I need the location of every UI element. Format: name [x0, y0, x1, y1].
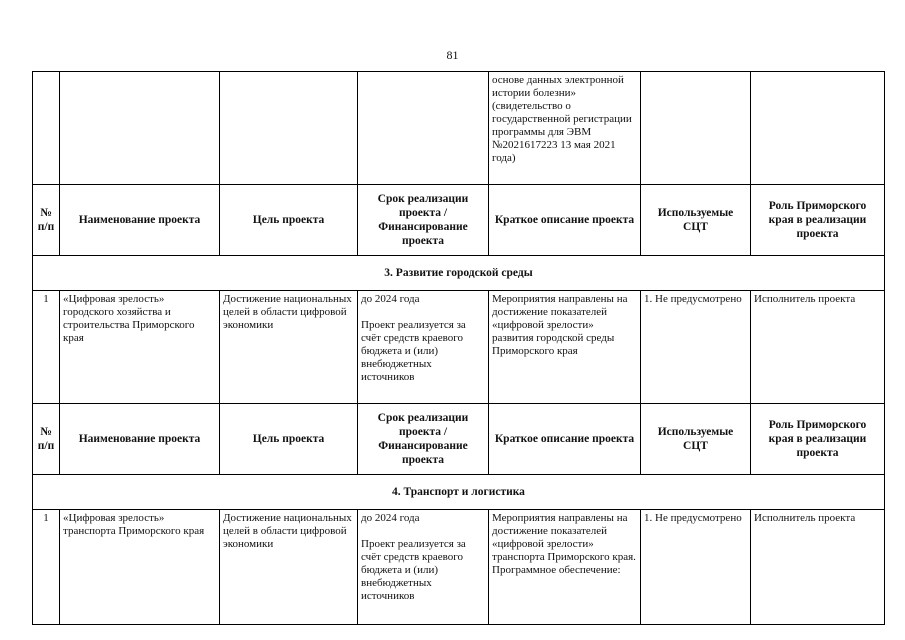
row-financing: Проект реализуется за счёт средств краевого бюджета и (или) внебюджетных источников	[361, 538, 466, 602]
header-row	[33, 185, 885, 256]
header-name: Наименование проекта	[60, 404, 220, 475]
section-title-row	[33, 256, 885, 291]
row-tech: 1. Не предусмотрено	[641, 291, 751, 404]
row-period: до 2024 года	[361, 512, 420, 524]
cell-empty	[751, 72, 885, 185]
page-number: 81	[446, 48, 459, 62]
header-num: № п/п	[33, 404, 60, 475]
header-description: Краткое описание проекта	[489, 185, 641, 256]
row-tech: 1. Не предусмотрено	[641, 510, 751, 625]
cell-empty	[33, 72, 60, 185]
cell-empty	[220, 72, 358, 185]
row-num: 1	[33, 291, 60, 404]
row-financing: Проект реализуется за счёт средств краевого бюджета и (или) внебюджетных источников	[361, 319, 466, 383]
row-name: «Цифровая зрелость» транспорта Приморского края	[60, 510, 220, 625]
row-description: Мероприятия направлены на достижение показателей «цифровой зрелости» транспорта Приморского края. Программное обеспечение:	[489, 510, 641, 625]
header-period: Срок реализации проекта / Финансирование проекта	[358, 404, 489, 475]
header-goal: Цель проекта	[220, 404, 358, 475]
header-num: № п/п	[33, 185, 60, 256]
section-title: 4. Транспорт и логистика	[33, 475, 885, 510]
section-title-row	[33, 475, 885, 510]
table-row	[33, 510, 885, 625]
section-title: 3. Развитие городской среды	[33, 256, 885, 291]
cell-empty	[641, 72, 751, 185]
row-role: Исполнитель проекта	[751, 291, 885, 404]
projects-table	[32, 71, 885, 625]
header-role: Роль Приморского края в реализации проекта	[751, 185, 885, 256]
cell-empty	[358, 72, 489, 185]
header-row	[33, 404, 885, 475]
row-period-cell	[358, 510, 489, 625]
header-description: Краткое описание проекта	[489, 404, 641, 475]
continuation-description: основе данных электронной истории болезни» (свидетельство о государственной регистрации программы для ЭВМ №2021617223 13 мая 2021 года)	[489, 72, 641, 185]
header-goal: Цель проекта	[220, 185, 358, 256]
table-row	[33, 291, 885, 404]
header-name: Наименование проекта	[60, 185, 220, 256]
row-goal: Достижение национальных целей в области цифровой экономики	[220, 510, 358, 625]
row-goal: Достижение национальных целей в области цифровой экономики	[220, 291, 358, 404]
header-tech: Используемые СЦТ	[641, 404, 751, 475]
cell-empty	[60, 72, 220, 185]
row-num: 1	[33, 510, 60, 625]
continuation-row	[33, 72, 885, 185]
row-description: Мероприятия направлены на достижение показателей «цифровой зрелости» развития городской среды Приморского края	[489, 291, 641, 404]
header-tech: Используемые СЦТ	[641, 185, 751, 256]
row-period-cell	[358, 291, 489, 404]
row-period: до 2024 года	[361, 293, 420, 305]
header-role: Роль Приморского края в реализации проекта	[751, 404, 885, 475]
header-period: Срок реализации проекта / Финансирование проекта	[358, 185, 489, 256]
row-name: «Цифровая зрелость» городского хозяйства и строительства Приморского края	[60, 291, 220, 404]
row-role: Исполнитель проекта	[751, 510, 885, 625]
